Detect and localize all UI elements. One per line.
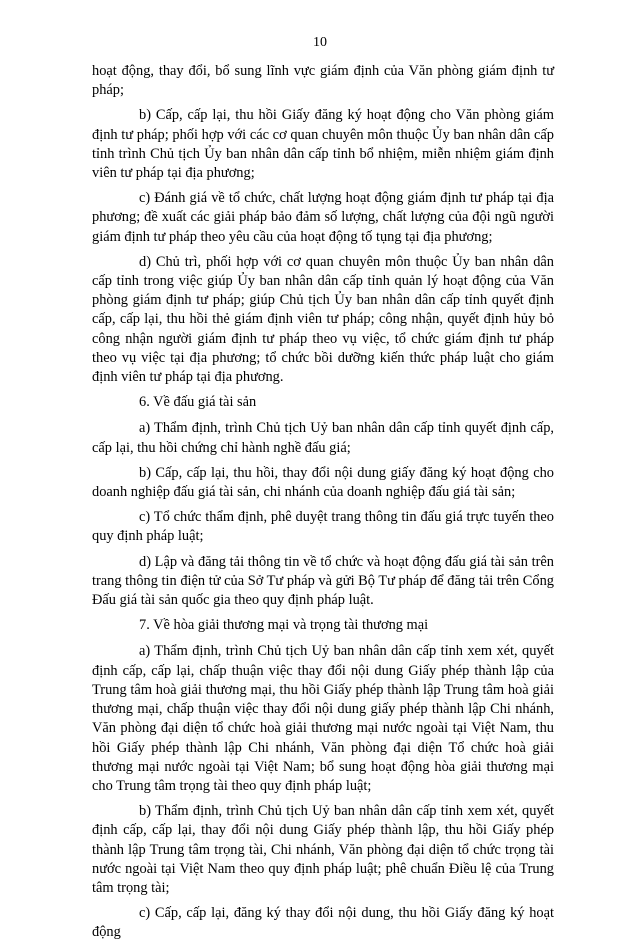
document-body: [92, 62, 554, 949]
paragraph-7a: a) Thẩm định, trình Chủ tịch Uỷ ban nhân dân cấp tỉnh xem xét, quyết định cấp, cấp lại, chấp thuận việc thay đổi nội dung Giấy phép thành lập của Trung tâm hoà giải thương mại, thu hồi Giấy phép thành lập Trung tâm hoà giải thương mại, chấp thuận việc thay đổi nội dung giấy phép thành lập Chi nhánh, Văn phòng đại diện tổ chức hoà giải thương mại nước ngoài tại Việt Nam, thu hồi Giấy phép thành lập Chi nhánh, Văn phòng đại diện Tổ chức hoà giải thương mại nước ngoài tại Việt Nam; bổ sung hoạt động hòa giải thương mại cho Trung tâm trọng tài theo quy định pháp luật;: [92, 643, 554, 794]
paragraph-5c: c) Đánh giá về tổ chức, chất lượng hoạt động giám định tư pháp tại địa phương; đề xuất các giải pháp bảo đảm số lượng, chất lượng của đội ngũ người giám định tư pháp theo yêu cầu của hoạt động tố tụng tại địa phương;: [92, 190, 554, 245]
paragraph-6a: a) Thẩm định, trình Chủ tịch Uỷ ban nhân dân cấp tỉnh quyết định cấp, cấp lại, thu hồi chứng chỉ hành nghề đấu giá;: [92, 420, 554, 456]
paragraph-7b: b) Thẩm định, trình Chủ tịch Uỷ ban nhân dân cấp tỉnh xem xét, quyết định cấp, cấp lại, thay đổi nội dung Giấy phép thành lập, thu hồi Giấy phép thành lập Trung tâm trọng tài, Chi nhánh, Văn phòng đại diện tổ chức trọng tài nước ngoài tại Việt Nam theo quy định pháp luật; phê chuẩn Điều lệ của Trung tâm trọng tài;: [92, 803, 554, 896]
paragraph-7c: c) Cấp, cấp lại, đăng ký thay đổi nội dung, thu hồi Giấy đăng ký hoạt động: [92, 905, 554, 941]
paragraph-6d: d) Lập và đăng tải thông tin về tổ chức và hoạt động đấu giá tài sản trên trang thông tin điện tử của Sở Tư pháp và gửi Bộ Tư pháp để đăng tải trên Cổng Đấu giá tài sản quốc gia theo quy định pháp luật.: [92, 553, 554, 609]
section-heading-6: 6. Về đấu giá tài sản: [139, 394, 257, 411]
paragraph-6b: b) Cấp, cấp lại, thu hồi, thay đổi nội dung giấy đăng ký hoạt động cho doanh nghiệp đấu giá tài sản, chi nhánh của doanh nghiệp đấu giá tài sản;: [92, 464, 554, 501]
paragraph-6c: c) Tổ chức thẩm định, phê duyệt trang thông tin đấu giá trực tuyến theo quy định pháp luật;: [92, 509, 554, 545]
paragraph-continuation: hoạt động, thay đổi, bổ sung lĩnh vực giám định của Văn phòng giám định tư pháp;: [92, 63, 554, 99]
paragraph-5d: d) Chủ trì, phối hợp với cơ quan chuyên môn thuộc Ủy ban nhân dân cấp tỉnh trong việc giúp Ủy ban nhân dân cấp tỉnh quản lý hoạt động của Văn phòng giám định tư pháp; giúp Chủ tịch Ủy ban nhân dân cấp tỉnh quyết định cấp, cấp lại, thu hồi thẻ giám định viên tư pháp; công nhận, quyết định hủy bỏ công nhận người giám định tư pháp theo vụ việc, tổ chức giám định tư pháp theo vụ việc tại địa phương; tổ chức bồi dưỡng kiến thức pháp luật cho giám định viên tư pháp tại địa phương.: [92, 253, 554, 386]
page-number: 10: [313, 35, 327, 50]
paragraph-5b: b) Cấp, cấp lại, thu hồi Giấy đăng ký hoạt động cho Văn phòng giám định tư pháp; phối hợp với các cơ quan chuyên môn thuộc Ủy ban nhân dân cấp tỉnh trình Chủ tịch Ủy ban nhân dân cấp tỉnh bổ nhiệm, miễn nhiệm giám định viên tư pháp tại địa phương;: [92, 107, 554, 182]
section-heading-7: 7. Về hòa giải thương mại và trọng tài thương mại: [139, 617, 429, 634]
